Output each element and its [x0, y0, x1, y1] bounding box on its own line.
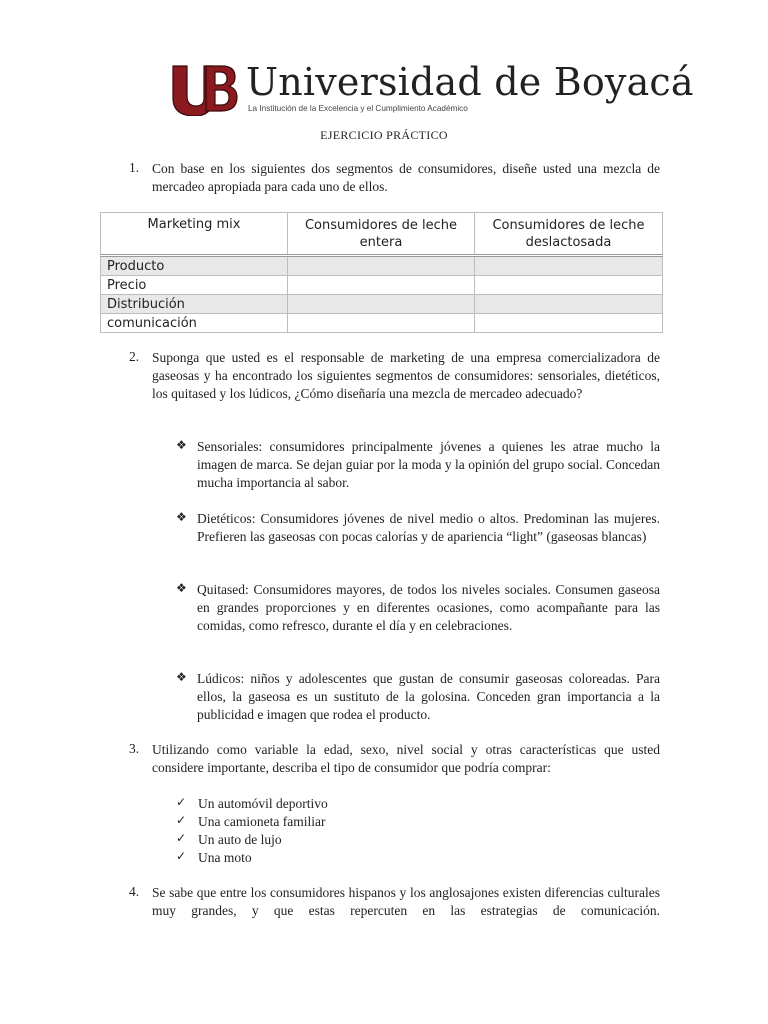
table-row: [101, 295, 663, 314]
q1-number: 1.: [129, 160, 140, 175]
university-tagline: La Institución de la Excelencia y el Cumplimiento Académico: [248, 104, 468, 113]
q4-text: Se sabe que entre los consumidores hispanos y los anglosajones existen diferencias culturales muy grandes, y que estas repercuten en las estrategias de comunicación.: [152, 885, 660, 918]
table-cell: [475, 295, 663, 314]
table-cell: [288, 276, 475, 295]
table-cell: [475, 276, 663, 295]
q2-number: 2.: [129, 349, 140, 364]
table-cell-label: Producto: [101, 256, 288, 276]
table-cell: [288, 295, 475, 314]
table-header-row: [101, 213, 663, 256]
diamond-bullet-icon: ❖: [176, 510, 187, 524]
bullet-item: Lúdicos: niños y adolescentes que gustan de consumir gaseosas coloreadas. Para ellos, la gaseosa es un sustituto de la golosina. Conceden gran importancia a la publicidad e imagen que rodea el producto.: [197, 671, 660, 722]
page-title: EJERCICIO PRÁCTICO: [320, 128, 448, 142]
q4-number: 4.: [129, 884, 140, 899]
q3-number: 3.: [129, 741, 140, 756]
bullet-item: Dietéticos: Consumidores jóvenes de nivel medio o altos. Predominan las mujeres. Prefieren las gaseosas con pocas calorías y de apariencia “light” (gaseosas blancas): [197, 511, 660, 544]
table-cell: [475, 256, 663, 276]
university-logo: [170, 60, 694, 120]
table-cell-label: Precio: [101, 276, 288, 295]
diamond-bullet-icon: ❖: [176, 581, 187, 595]
check-icon: ✓: [176, 849, 187, 863]
ub-monogram-icon: [170, 62, 238, 116]
q2-text: Suponga que usted es el responsable de marketing de una empresa comercializadora de gaseosas y ha encontrado los siguientes segmentos de consumidores: sensoriales, dietéticos, los quitased y los lúdicos, ¿Cómo diseñaría una mezcla de mercadeo adecuado?: [152, 350, 660, 401]
check-icon: ✓: [176, 795, 187, 809]
q3-text: Utilizando como variable la edad, sexo, nivel social y otras características que usted considere importante, describa el tipo de consumidor que podría comprar:: [152, 742, 660, 775]
bullet-item: Quitased: Consumidores mayores, de todos los niveles sociales. Consumen gaseosa en grandes proporciones y en diferentes ocasiones, como acompañante para las comidas, como refresco, durante el día y en celebraciones.: [197, 582, 660, 633]
university-name: Universidad de Boyacá: [246, 60, 694, 104]
bullet-item: Sensoriales: consumidores principalmente jóvenes a quienes les atrae mucho la imagen de marca. Se dejan guiar por la moda y la opinión del grupo social. Concedan mucha importancia al sabor.: [197, 439, 660, 490]
table-header: Marketing mix: [101, 213, 288, 256]
table-cell-label: Distribución: [101, 295, 288, 314]
diamond-bullet-icon: ❖: [176, 670, 187, 684]
diamond-bullet-icon: ❖: [176, 438, 187, 452]
table-cell: [288, 256, 475, 276]
table-row: [101, 276, 663, 295]
list-item: Una moto: [198, 850, 252, 865]
check-icon: ✓: [176, 831, 187, 845]
check-icon: ✓: [176, 813, 187, 827]
q1-text: Con base en los siguientes dos segmentos de consumidores, diseñe usted una mezcla de mercadeo apropiada para cada uno de ellos.: [152, 161, 660, 194]
list-item: Un automóvil deportivo: [198, 796, 328, 811]
table-row: [101, 314, 663, 333]
list-item: Una camioneta familiar: [198, 814, 326, 829]
list-item: Un auto de lujo: [198, 832, 282, 847]
marketing-mix-table: [100, 212, 663, 333]
table-row: [101, 256, 663, 276]
table-cell-label: comunicación: [101, 314, 288, 333]
table-header: Consumidores de leche entera: [288, 213, 475, 256]
table-cell: [288, 314, 475, 333]
table-cell: [475, 314, 663, 333]
table-header: Consumidores de leche deslactosada: [475, 213, 663, 256]
